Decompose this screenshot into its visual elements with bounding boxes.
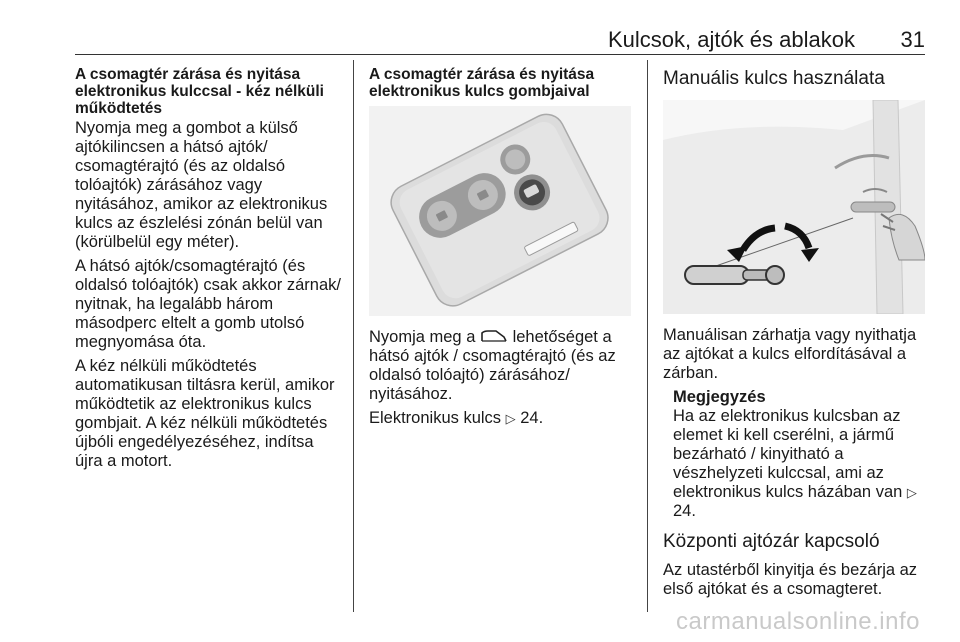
column-2 [369,66,639,433]
column-divider-2 [647,60,648,612]
col2-subheading: A csomagtér zárása és nyitása elektronikus kulcs gombjaival [369,66,595,100]
note-box [663,388,933,521]
col2-p1-after: lehetőséget a hátsó ajtók / csomagtérajtó (és az oldalsó tolóajtó) zárásához/ nyitásához. [369,328,616,403]
col3-paragraph-2: Az utastérből kinyitja és bezárja az első ajtókat és a csomagteret. [663,561,918,598]
electronic-key-illustration [369,106,631,316]
col1-paragraph-2: A hátsó ajtók/csomagtérajtó (és oldalsó tolóajtók) csak akkor zárnak/ nyitnak, ha legalább három másodperc eltelt a gomb utolsó megnyomása óta. [75,257,341,351]
manual-key-illustration [663,100,925,314]
page-number: 31 [900,27,925,52]
col1-paragraph-1: Nyomja meg a gombot a külső ajtókilincsen a hátsó ajtók/ csomagtérajtó (és az oldalsó tolóajtók) zárásához vagy nyitásához, amikor az elektronikus kulcs az észlelési zónán belül van (körülbelül egy méter). [75,119,328,251]
col3-paragraph-1: Manuálisan zárhatja vagy nyithatja az ajtókat a kulcs elfordításával a zárban. [663,326,917,382]
col3-heading-2: Központi ajtózár kapcsoló [663,531,880,552]
chapter-title: Kulcsok, ajtók és ablakok [607,27,855,52]
col2-paragraph-1 [369,328,639,404]
column-3 [663,66,933,604]
van-rear-door-icon [480,329,508,343]
column-1 [75,66,345,476]
col1-subheading: A csomagtér zárása és nyitása elektronikus kulccsal - kéz nélküli működtetés [75,66,324,117]
col1-paragraph-3: A kéz nélküli működtetés automatikusan tiltásra kerül, amikor működtetik az elektronikus kulcs gombjait. A kéz nélküli működtetés újbóli engedélyezéséhez, indítsa újra a motort. [75,357,335,470]
col2-p1-before: Nyomja meg a [369,328,476,346]
col2-p2-ref[interactable]: 24. [520,409,544,427]
note-text [673,407,933,521]
col2-paragraph-2 [369,409,639,428]
watermark: carmanualsonline.info [676,608,920,635]
note-ref[interactable]: 24. [673,502,696,520]
page-header [75,27,925,53]
note-body: Ha az elektronikus kulcsban az elemet ki kell cserélni, a jármű bezárható / kinyitható a vészhelyzeti kulccsal, ami az elektronikus kulcs házában van [673,407,903,501]
triangle-arrow-icon: ▷ [505,411,516,426]
header-rule [75,54,925,55]
col3-heading: Manuális kulcs használata [663,68,885,89]
triangle-arrow-icon: ▷ [906,485,917,500]
note-title: Megjegyzés [673,388,766,406]
column-divider-1 [353,60,354,612]
col2-p2-text: Elektronikus kulcs [369,409,502,427]
